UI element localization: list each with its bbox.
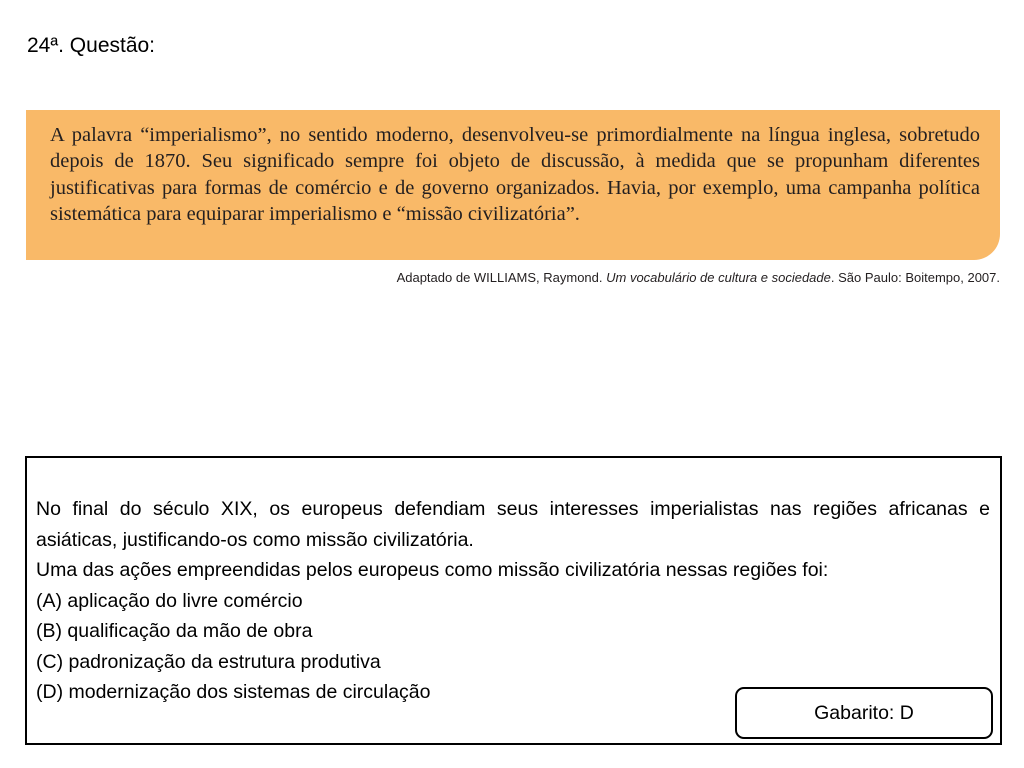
source-suffix: . São Paulo: Boitempo, 2007. [830,270,1000,285]
option-b: (B) qualificação da mão de obra [36,620,313,642]
excerpt-text: A palavra “imperialismo”, no sentido moderno, desenvolveu-se primordialmente na língua inglesa, sobretudo depois de 1870. Seu significado sempre foi objeto de discussão, à medida que se propunham diferentes justificativas para formas de comércio e de governo organizados. Havia, por exemplo, uma campanha política sistemática para equiparar imperialismo e “missão civilizatória”. [50,124,980,225]
answer-key-label: Gabarito: D [814,701,914,724]
option-a: (A) aplicação do livre comércio [36,589,303,612]
option-c: (C) padronização da estrutura produtiva [36,650,381,673]
question-stem: No final do século XIX, os europeus defendiam seus interesses imperialistas nas regiões africanas e asiáticas, justificando-os como missão civilizatória. [36,498,990,551]
question-title: 24ª. Questão: [27,34,156,57]
answer-key-box [735,687,993,739]
excerpt-box [26,110,1000,260]
source-citation [397,270,1000,285]
source-book-title: Um vocabulário de cultura e sociedade [606,270,831,285]
question-content [36,494,990,708]
source-prefix: Adaptado de WILLIAMS, Raymond. [396,270,607,285]
option-d: (D) modernização dos sistemas de circulação [36,681,431,703]
question-prompt: Uma das ações empreendidas pelos europeus como missão civilizatória nessas regiões foi: [36,559,829,581]
